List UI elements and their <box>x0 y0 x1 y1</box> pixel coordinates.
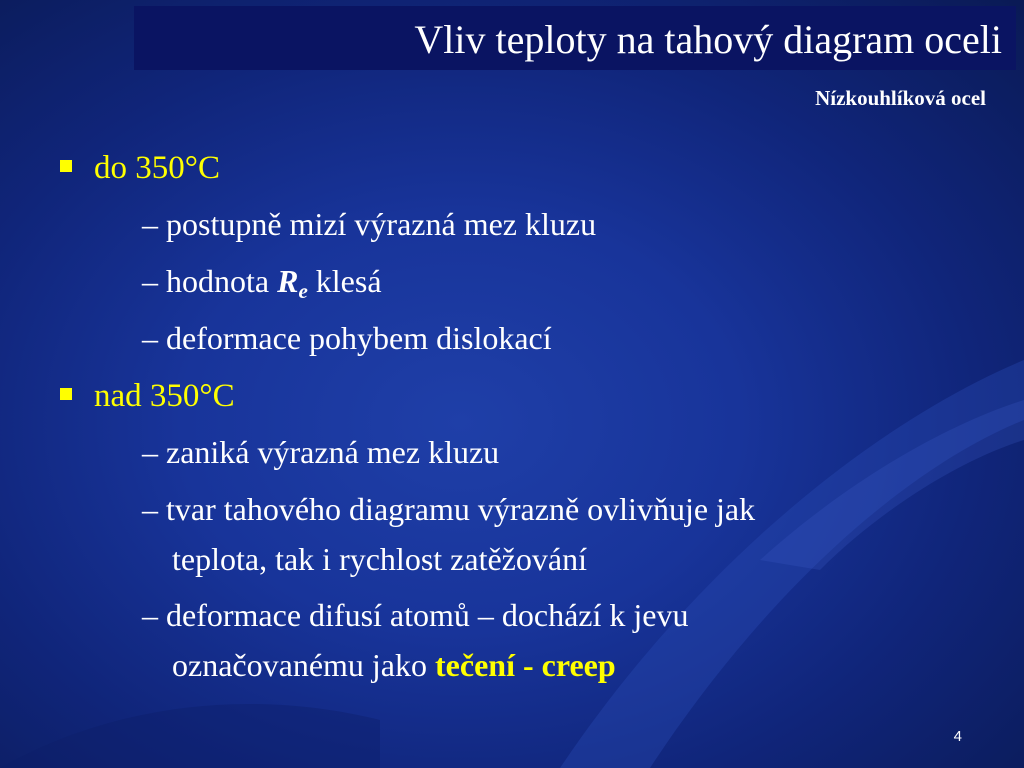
creep-highlight: tečení - creep <box>435 647 616 683</box>
re-prefix: – hodnota <box>142 263 278 299</box>
section-2-item-3-line-1: – deformace difusí atomů – dochází k jevu <box>142 597 689 633</box>
creep-prefix: označovanému jako <box>172 647 435 683</box>
title-bar <box>134 6 1016 70</box>
section-2-item-1: – zaniká výrazná mez kluzu <box>142 434 500 470</box>
section-1-heading: do 350°C <box>94 150 220 186</box>
section-1-item-2 <box>142 262 382 310</box>
page-number: 4 <box>953 728 962 745</box>
section-2-item-2-line-1: – tvar tahového diagramu výrazně ovlivňuje jak <box>142 491 756 527</box>
re-subscript: e <box>298 279 308 303</box>
slide-title: Vliv teploty na tahový diagram oceli <box>414 17 1002 62</box>
re-symbol: R <box>277 263 299 299</box>
section-1-item-3: – deformace pohybem dislokací <box>142 320 552 356</box>
bullet-section-2 <box>60 376 235 416</box>
section-1-item-1: – postupně mizí výrazná mez kluzu <box>142 206 597 242</box>
section-2-item-2-line-2: teplota, tak i rychlost zatěžování <box>172 541 587 577</box>
square-bullet-icon <box>60 388 72 400</box>
re-suffix: klesá <box>307 263 382 299</box>
bullet-section-1 <box>60 148 220 188</box>
section-2-heading: nad 350°C <box>94 378 235 414</box>
section-2-item-3-line-2 <box>172 646 616 684</box>
square-bullet-icon <box>60 160 72 172</box>
slide-subtitle: Nízkouhlíková ocel <box>815 86 986 110</box>
